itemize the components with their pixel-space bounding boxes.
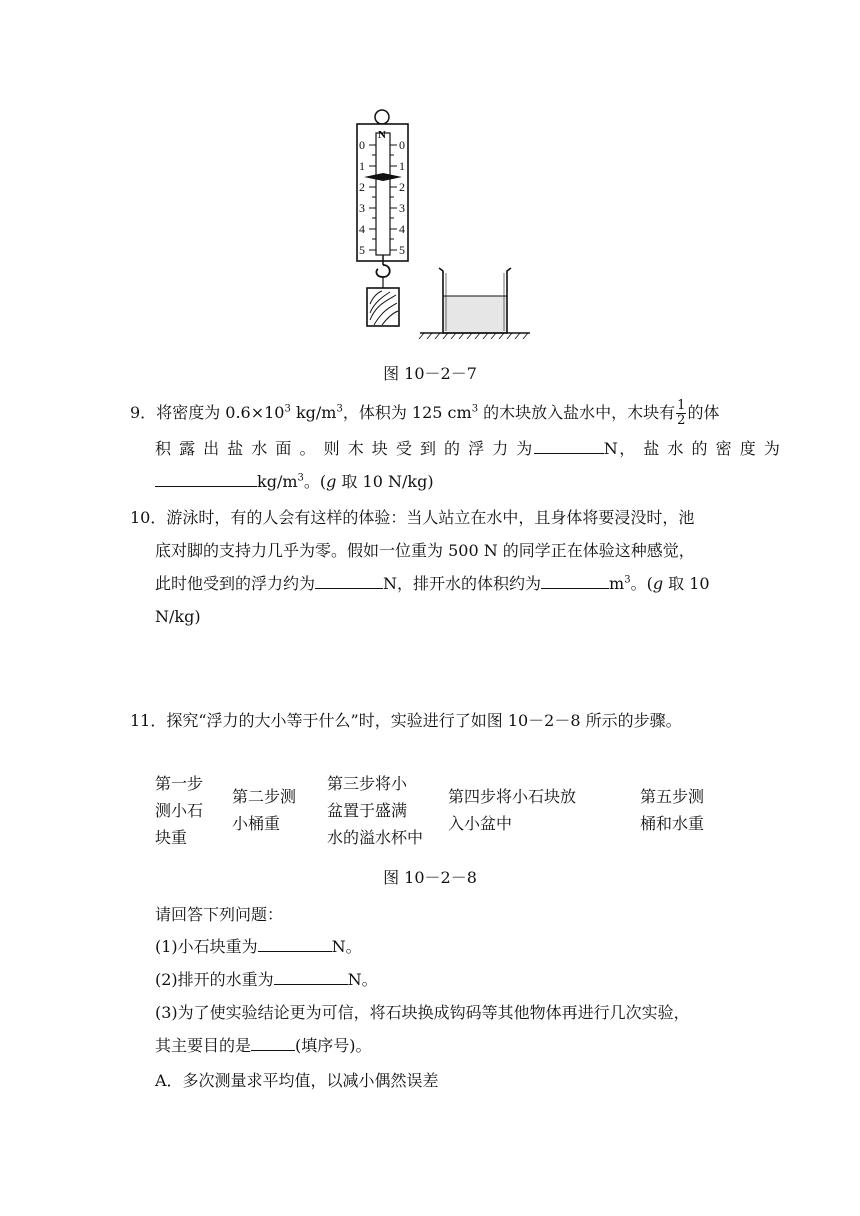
step-5: 第五步测 桶和水重 [640, 787, 705, 833]
scale-left-label-4: 4 [359, 222, 365, 236]
q9-line3: $kg/m^3$。(g 取 10 N/kg) [155, 472, 434, 492]
q11-part2: (2)排开的水重为 N。 [155, 970, 378, 989]
scale-left-label-5: 5 [359, 243, 365, 257]
q11-stone-weight-blank[interactable] [258, 937, 332, 952]
figure-caption-10-2-7: 图 10－2－7 [383, 364, 477, 383]
q11-part3-line1: (3)为了使实验结论更为可信，将石块换成钩码等其他物体再进行几次实验， [155, 1003, 690, 1022]
scale-hook [376, 265, 389, 277]
scale-right-label-0: 0 [399, 138, 405, 152]
q11-prompt: 请回答下列问题： [155, 905, 284, 924]
scale-ring [375, 110, 389, 124]
q9-line2: 积 露 出 盐 水 面 。 则 木 块 受 到 的 浮 力 为 N， 盐 水 的 密 度 为 [155, 439, 782, 458]
q10-line4: N/kg) [155, 607, 201, 626]
scale-right-label-4: 4 [399, 222, 405, 236]
step-1: 第一步 测小石 块重 [155, 774, 204, 847]
q10-line2: 底对脚的支持力几乎为零。假如一位重为 500 N 的同学正在体验这种感觉， [155, 541, 695, 560]
step-4: 第四步将小石块放 入小盆中 [448, 787, 577, 833]
q10-buoyancy-blank[interactable] [315, 574, 383, 589]
figure-caption-10-2-8: 图 10－2－8 [383, 868, 477, 887]
q9-density-blank[interactable] [155, 472, 257, 487]
q11-stem: 11．探究“浮力的大小等于什么”时，实验进行了如图 10－2－8 所示的步骤。 [130, 711, 682, 730]
fraction-one-half: $\frac{1}{2}$ [677, 398, 686, 428]
scale-left-label-3: 3 [359, 201, 365, 215]
q11-water-weight-blank[interactable] [274, 970, 348, 985]
q9-buoyancy-blank[interactable] [534, 439, 604, 454]
scale-left-label-0: 0 [359, 138, 365, 152]
scale-right-label-3: 3 [399, 201, 405, 215]
q9-line1: 9．将密度为 $0.6\times 10^3$ $kg/m^3$，体积为 125 $cm^3$ 的木块放入盐水中，木块有 $\frac{1}{2}$ 的体 [130, 398, 720, 428]
scale-tube [376, 133, 390, 255]
scale-left-label-1: 1 [359, 159, 365, 173]
q11-number: 11． [130, 711, 167, 730]
q11-part1: (1)小石块重为 N。 [155, 937, 362, 956]
step-3: 第三步将小 盆置于盛满 水的溢水杯中 [327, 774, 424, 847]
q9-number: 9． [130, 403, 157, 422]
q11-part3-line2: 其主要目的是 (填序号)。 [155, 1036, 372, 1055]
scale-left-label-2: 2 [359, 180, 365, 194]
q10-line1: 10．游泳时，有的人会有这样的体验：当人站立在水中，且身体将要浸没时，池 [130, 508, 695, 527]
q10-number: 10． [130, 508, 167, 527]
q11-purpose-blank[interactable] [251, 1036, 295, 1051]
scale-unit-label: N [378, 129, 386, 141]
step-2: 第二步测 小桶重 [232, 787, 297, 833]
scale-right-label-5: 5 [399, 243, 405, 257]
q10-line3: 此时他受到的浮力约为 N，排开水的体积约为 $m^3$。(g 取 10 [155, 574, 710, 593]
scale-right-label-1: 1 [399, 159, 405, 173]
scale-right-label-2: 2 [399, 180, 405, 194]
beaker-water [443, 296, 507, 332]
q10-volume-blank[interactable] [541, 574, 609, 589]
q11-option-a: A．多次测量求平均值，以减小偶然误差 [155, 1071, 439, 1090]
figure-10-2-7 [340, 105, 540, 355]
wood-block [367, 288, 399, 326]
